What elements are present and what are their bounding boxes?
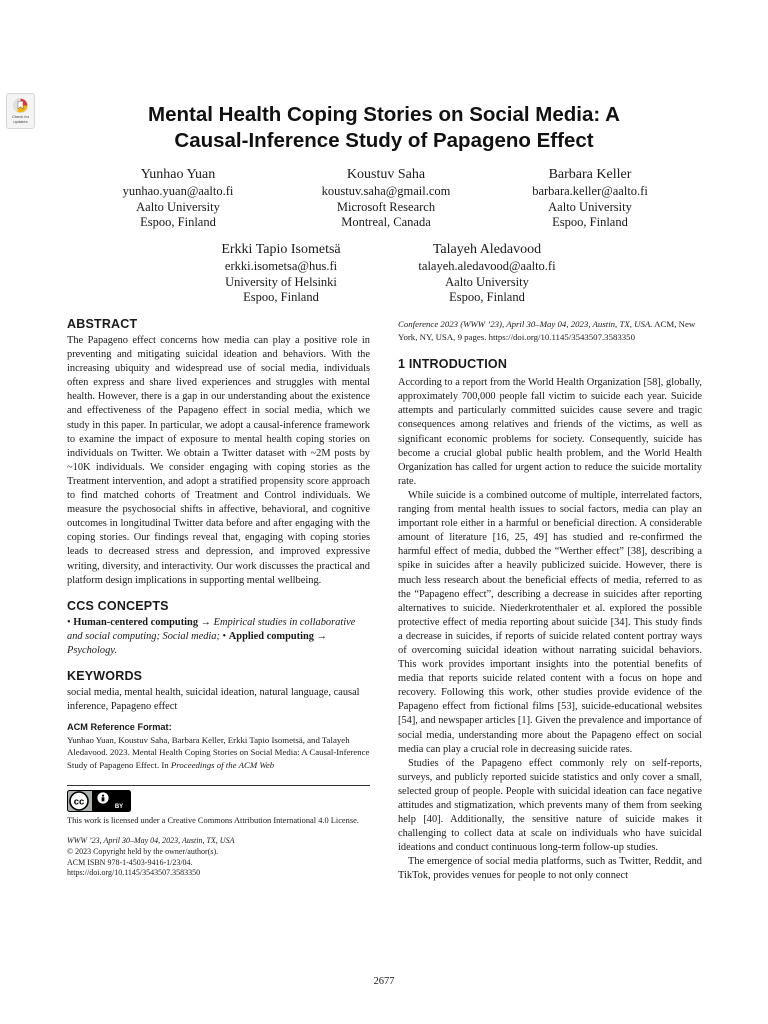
introduction-heading: 1 INTRODUCTION <box>398 357 508 372</box>
intro-paragraph: The emergence of social media platforms, such as Twitter, Reddit, and TikTok, provides venues for people to not only connect <box>398 856 702 882</box>
intro-paragraph: According to a report from the World Health Organization [58], globally, approximately 700,000 people fall victim to suicide each year. Suicide attempts and particularly committed suicides cause severe and tragic consequences among relatives and friends of the victims, as well as significant economic problems for society. Consequently, suicide has become a crucial global public health problem, and the World Health Organization has called for urgent action to reduce the suicide mortality rate. <box>398 377 702 487</box>
divider <box>67 785 370 786</box>
author-name: Erkki Tapio Isometsä <box>221 242 341 257</box>
cc-text: cc <box>73 796 85 808</box>
paper-title <box>0 102 768 154</box>
author-block <box>480 166 700 231</box>
author-block <box>377 241 597 306</box>
bullet: • <box>219 630 229 642</box>
intro-paragraph: Studies of the Papageno effect commonly rely on self-reports, surveys, and publicly reported suicide statistics and only cover a small, selected group of people. People with suicidal ideation can face negative attitudes and stigmatization, which prevents many of them from seeking help [40]. Additionally, the sensitive nature of suicide makes it challenging to collect data at scale on individuals who have suicidal ideations and conduct continuous long-term follow-up studies. <box>398 757 702 854</box>
by-text: BY <box>114 803 124 810</box>
author-location: Espoo, Finland <box>140 215 216 229</box>
author-email[interactable]: barbara.keller@aalto.fi <box>532 184 648 198</box>
abstract-text: The Papageno effect concerns how media can play a positive role in preventing and mitigating suicidal ideation and behaviors. With the increasing ubiquity and widespread use of social media, individuals often express and share lived experiences and struggles with mental health. However, there is a gap in our understanding about the existence and effectiveness of the Papageno effect in social media, which we study in this paper. In particular, we adopt a causal-inference framework to examine the impact of exposure to mental health coping stories on individuals on Twitter. We obtain a Twitter dataset with ~2M posts by ~10K individuals. We consider engaging with coping stories as the Treatment intervention, and adopt a stratified propensity score approach to find matched cohorts of Treatment and Control individuals. We measure the psychosocial shifts in affective, behavioral, and cognitive outcomes in longitudinal Twitter data before and after engaging with the coping stories. Our findings reveal that, engaging with coping stories leads to decreased stress and depression, and improved expressive writing, diversity, and interactivity. Our work discusses the practical and platform design implications in supporting mental wellbeing. <box>67 335 370 586</box>
title-line-1: Mental Health Coping Stories on Social Media: A <box>148 103 620 126</box>
author-affiliation: Aalto University <box>548 199 632 214</box>
publication-info <box>67 836 370 879</box>
author-affiliation: Aalto University <box>445 274 529 289</box>
author-name: Barbara Keller <box>548 167 632 182</box>
creative-commons-by-icon[interactable] <box>67 790 131 812</box>
ccs-term: Applied computing <box>228 630 314 642</box>
arrow: → <box>198 616 214 628</box>
author-name: Koustuv Saha <box>346 167 426 182</box>
acm-reference-heading: ACM Reference Format: <box>67 722 172 733</box>
doi-link[interactable]: https://doi.org/10.1145/3543507.3583350 <box>67 868 201 878</box>
author-block <box>276 166 496 231</box>
author-location: Espoo, Finland <box>449 290 525 304</box>
intro-paragraph: While suicide is a combined outcome of multiple, interrelated factors, ranging from mental health issues to social factors, media can play an important role either in a harmful or beneficial direction. A considerable amount of literature [16, 25, 49] has studied and re-confirmed the harmful effect of media, dubbed the “Werther effect” [38], describing a spike in suicides after a heavily publicized suicide. However, there is much less research about the beneficial effects of media, referred to as the “Papageno effect”, describing a decrease in suicides after reporting alternatives to suicide. Niederkrotenthaler et al. explored the possible protective effect of media reporting about suicide [34]. This study finds a decrease in suicides, if reports of suicide related content portray ways of overcoming suicidal ideation without narrating suicidal behaviors. This work provides important insights into the potential benefits of media that reports suicide related content with a focus on hope and recovery. Following this work, other studies provide evidence of the Papageno effect from fictional films [53], suicide-educational websites [54], and newspaper articles [1]. Given the prevalence and importance of social media, understanding more about the Papageno effect on social media can play a crucial role in decreasing suicide rates. <box>398 489 702 755</box>
reference-venue: Conference 2023 (WWW ’23), April 30–May 04, 2023, Austin, TX, USA. <box>398 319 653 329</box>
acm-reference-text <box>67 734 370 771</box>
ccs-description: Empirical studies in collaborative and social computing; Social media; <box>67 616 356 642</box>
author-affiliation: Aalto University <box>136 199 220 214</box>
arrow: → <box>313 630 327 642</box>
page-number: 2677 <box>373 976 395 987</box>
abstract-heading: ABSTRACT <box>67 317 138 331</box>
author-email[interactable]: koustuv.saha@gmail.com <box>321 184 451 198</box>
keywords-heading: KEYWORDS <box>67 668 143 683</box>
bullet: • <box>67 616 71 628</box>
left-column <box>67 316 370 879</box>
acm-reference-continued <box>398 318 702 343</box>
author-name: Talayeh Aledavood <box>432 242 542 257</box>
author-block <box>171 241 391 306</box>
copyright: © 2023 Copyright held by the owner/author(s). <box>67 846 219 856</box>
isbn: ACM ISBN 978-1-4503-9416-1/23/04. <box>67 857 193 867</box>
badge-label: Check for updates <box>11 114 30 124</box>
reference-body: Yunhao Yuan, Koustuv Saha, Barbara Keller, Erkki Tapio Isometsä, and Talayeh Aledavood. 2023. Mental Health Coping Stories on Social Media: A Causal-Inference Study of Papageno Effect. In <box>67 735 370 770</box>
license-text: This work is licensed under a Creative Commons Attribution International 4.0 License. <box>67 815 359 825</box>
author-name: Yunhao Yuan <box>140 167 216 182</box>
author-location: Montreal, Canada <box>341 215 431 229</box>
keywords-text: social media, mental health, suicidal ideation, natural language, causal inference, Papageno effect <box>67 686 360 713</box>
author-location: Espoo, Finland <box>243 290 319 304</box>
ccs-description: Psychology. <box>67 644 117 656</box>
author-email[interactable]: yunhao.yuan@aalto.fi <box>122 184 234 198</box>
reference-venue: Proceedings of the ACM Web <box>170 759 275 770</box>
author-affiliation: University of Helsinki <box>225 274 337 289</box>
reference-doi: ACM, New York, NY, USA, 9 pages. https://doi.org/10.1145/3543507.3583350 <box>398 319 696 342</box>
author-affiliation: Microsoft Research <box>336 199 436 214</box>
author-email[interactable]: talayeh.aledavood@aalto.fi <box>418 259 556 273</box>
ccs-text <box>67 616 370 658</box>
author-block <box>68 166 288 231</box>
author-email[interactable]: erkki.isometsa@hus.fi <box>224 259 338 273</box>
conference-info: WWW ’23, April 30–May 04, 2023, Austin, TX, USA <box>67 836 235 846</box>
ccs-heading: CCS CONCEPTS <box>67 598 169 613</box>
title-line-2: Causal-Inference Study of Papageno Effect <box>174 129 594 152</box>
ccs-term: Human-centered computing <box>73 616 199 628</box>
author-location: Espoo, Finland <box>552 215 628 229</box>
right-column <box>398 318 702 884</box>
